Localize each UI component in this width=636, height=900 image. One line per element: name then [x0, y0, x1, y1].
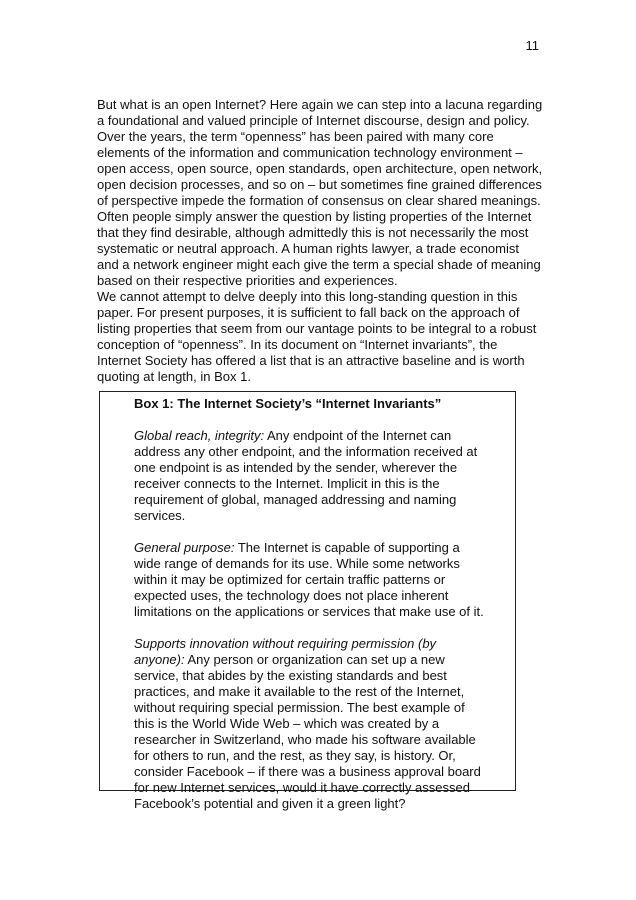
invariant-description: Any endpoint of the Internet can address any other endpoint, and the information received at one endpoint is as intended by the sender, wherever the receiver connects to the Internet. Implicit in this is the requirement of global, managed addressing and naming services. [134, 428, 478, 523]
page-number: 11 [525, 38, 539, 53]
invariant-description: Any person or organization can set up a new service, that abides by the existing standards and best practices, and make it available to the rest of the Internet, without requiring special permission. The best example of this is the World Wide Web – which was created by a researcher in Switzerland, who made his software available for others to run, and the rest, as they say, is history. Or, consider Facebook – if there was a business approval board for new Internet services, would it have correctly assessed Facebook’s potential and given it a green light? [134, 652, 481, 811]
body-paragraph-openness: We cannot attempt to delve deeply into this long-standing question in this paper. For present purposes, it is sufficient to fall back on the approach of listing properties that seem from our vantage points to be integral to a robust conception of “openness”. In its document on “Internet invariants”, the Internet Society has offered a list that is an attractive baseline and is worth quoting at length, in Box 1. [97, 289, 537, 384]
invariant-general-purpose [134, 540, 484, 620]
body-paragraph-open-internet: But what is an open Internet? Here again we can step into a lacuna regarding a foundational and valued principle of Internet discourse, design and policy. Over the years, the term “openness” has been paired with many core elements of the information and communication technology environment – open access, open source, open standards, open architecture, open network, open decision processes, and so on – but sometimes fine grained differences of perspective impede the formation of consensus on clear shared meanings. Often people simply answer the question by listing properties of the Internet that they find desirable, although admittedly this is not necessarily the most systematic or neutral approach. A human rights lawyer, a trade economist and a network engineer might each give the term a special shade of meaning based on their respective priorities and experiences. [97, 97, 543, 288]
invariant-term: General purpose: [134, 540, 235, 555]
box-content [134, 396, 484, 812]
invariant-description: The Internet is capable of supporting a wide range of demands for its use. While some networks within it may be optimized for certain traffic patterns or expected uses, the technology does not place inherent limitations on the applications or services that make use of it. [134, 540, 484, 619]
invariant-term: Supports innovation without requiring permission (by anyone): [134, 636, 437, 667]
invariant-global-reach [134, 428, 484, 524]
invariant-term: Global reach, integrity: [134, 428, 265, 443]
invariant-permissionless-innovation [134, 636, 484, 812]
box-title: Box 1: The Internet Society’s “Internet Invariants” [134, 396, 442, 411]
box-internet-invariants [99, 391, 516, 811]
